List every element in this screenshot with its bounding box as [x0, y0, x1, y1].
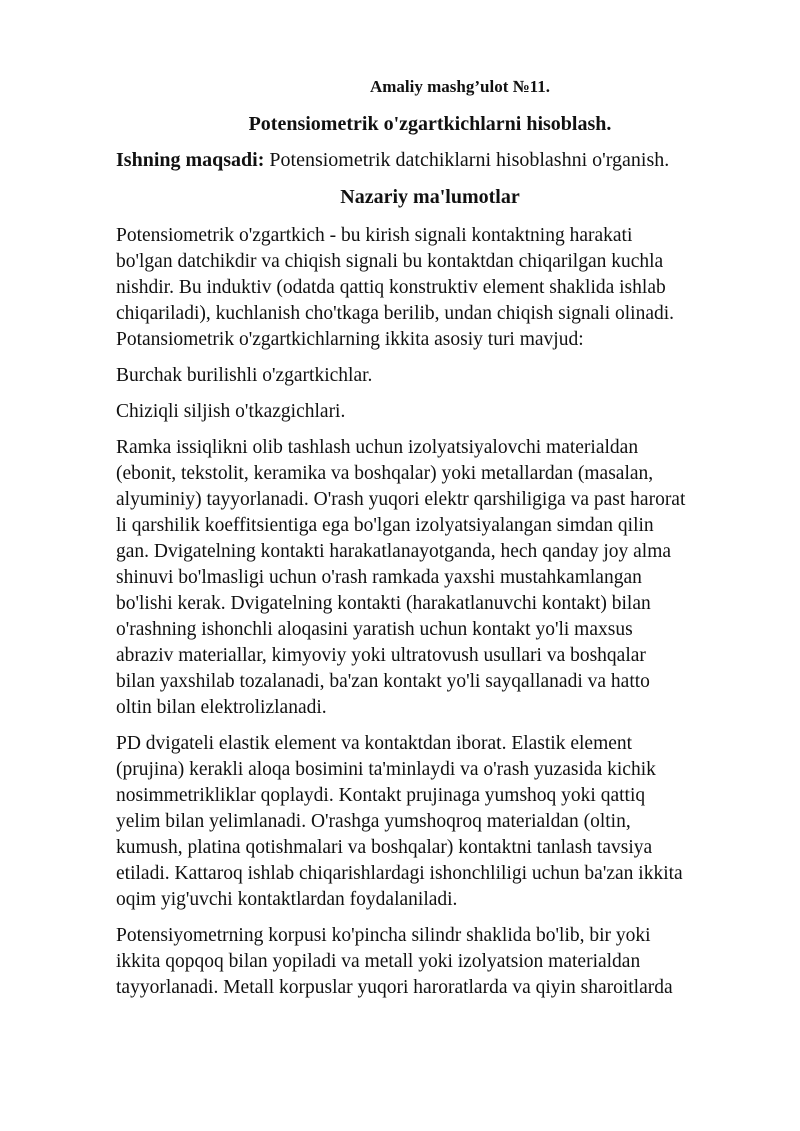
paragraph-intro: Potensiometrik o'zgartkich - bu kirish signali kontaktning harakati bo'lgan datchikdir va chiqish signali bu kontaktdan chiqarilgan kuchla nishdir. Bu induktiv (odatda qattiq konstruktiv element shaklida ishlab chiqariladi), kuchlanish cho'tkaga berilib, undan chiqish signali olinadi. Potansiometrik o'zgartkichlarning ikkita asosiy turi mavjud:	[116, 225, 675, 350]
body-text	[116, 223, 756, 1011]
purpose-text: Potensiometrik datchiklarni hisoblashni o'rganish.	[264, 149, 670, 171]
topic-title: Potensiometrik o'zgartkichlarni hisoblash.	[248, 113, 612, 135]
paragraph-housing: Potensiyometrning korpusi ko'pincha silindr shaklida bo'lib, bir yoki ikkita qopqoq bilan yopiladi va metall yoki izolyatsion materialdan tayyorlanadi. Metall korpuslar yuqori haroratlarda va qiyin sharoitlarda	[116, 925, 673, 998]
paragraph-frame: Ramka issiqlikni olib tashlash uchun izolyatsiyalovchi materialdan (ebonit, tekstolit, keramika va boshqalar) yoki metallardan (masalan, alyuminiy) tayyorlanadi. O'rash yuqori elektr qarshiligiga va past harorat li qarshilik koeffitsientiga ega bo'lgan izolyatsiyalangan simdan qilin gan. Dvigatelning kontakti harakatlanayotganda, hech qanday joy alma shinuvi bo'lmasligi uchun o'rash ramkada yaxshi mustahkamlangan bo'lishi kerak. Dvigatelning kontakti (harakatlanuvchi kontakt) bilan o'rashning ishonchli aloqasini yaratish uchun kontakt yo'li maxsus abraziv materiallar, kimyoviy yoki ultratovush usullari va boshqalar bilan yaxshilab tozalanadi, ba'zan kontakt yo'li sayqallanadi va hatto oltin bilan elektrolizlanadi.	[116, 437, 686, 718]
paragraph-linear-type: Chiziqli siljish o'tkazgichlari.	[116, 401, 346, 422]
paragraph-pd-motor: PD dvigateli elastik element va kontaktdan iborat. Elastik element (prujina) kerakli aloqa bosimini ta'minlaydi va o'rash yuzasida kichik nosimmetrikliklar qoplaydi. Kontakt prujinaga yumshoq yoki qattiq yelim bilan yelimlanadi. O'rashga yumshoqroq materialdan (oltin, kumush, platina qotishmalari va boshqalar) kontaktni tanlash tavsiya etiladi. Kattaroq ishlab chiqarishlardagi ishonchliligi uchun ba'zan ikkita oqim yig'uvchi kontaktlardan foydalaniladi.	[116, 733, 683, 910]
paragraph-angular-type: Burchak burilishli o'zgartkichlar.	[116, 365, 373, 386]
purpose-label: Ishning maqsadi:	[116, 149, 265, 171]
section-heading: Nazariy ma'lumotlar	[340, 186, 520, 208]
exercise-number: Amaliy mashg’ulot №11.	[369, 77, 550, 96]
purpose-line	[116, 147, 669, 173]
